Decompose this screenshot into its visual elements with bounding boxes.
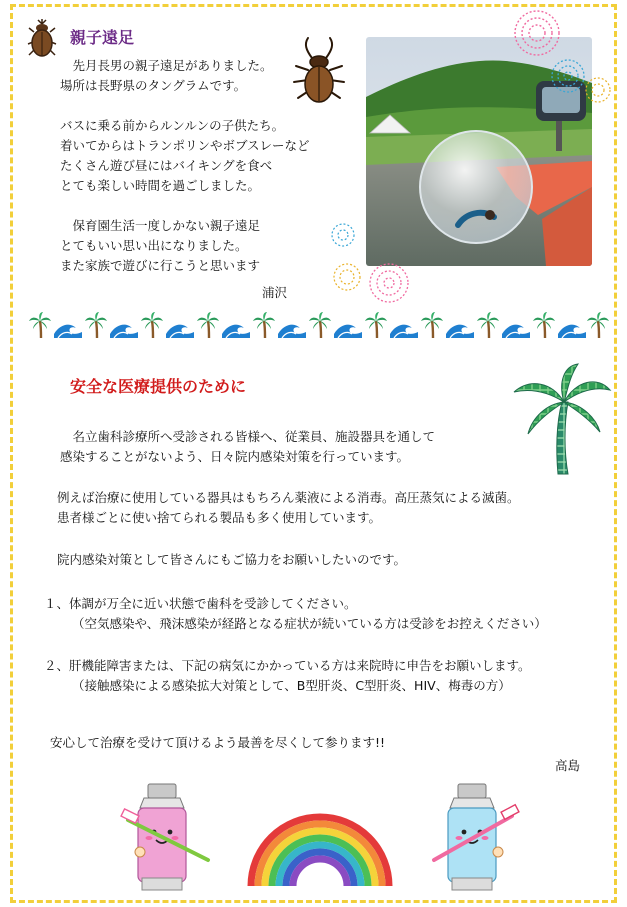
section1-author: 浦沢	[262, 285, 288, 300]
section1-title: 親子遠足	[70, 28, 135, 47]
section2-request: 院内感染対策として皆さんにもご協力をお願いしたいのです。	[57, 552, 407, 567]
item1-note: （空気感染や、飛沫感染が経路となる症状が続いている方は受診をお控えください）	[72, 616, 547, 631]
palm-wave-separator	[28, 312, 610, 340]
firework-icon	[550, 58, 586, 94]
wave-icon	[446, 325, 474, 338]
section1-paragraph1: 先月長男の親子遠足がありました。 場所は長野県のタングラムです。	[60, 58, 273, 93]
wave-icon	[502, 325, 530, 338]
palm-tree-icon	[533, 312, 555, 338]
palm-tree-icon	[587, 312, 609, 338]
wave-icon	[110, 325, 138, 338]
palm-tree-icon	[512, 362, 612, 477]
section1-body	[60, 56, 310, 276]
toothpaste-icon	[428, 780, 520, 896]
firework-icon	[584, 76, 612, 104]
section2-examples: 例えば治療に使用している器具はもちろん薬液による消毒。高圧蒸気による滅菌。 患者様ごとに使い捨てられる製品も多く使用しています。	[57, 490, 520, 525]
firework-icon	[332, 262, 362, 292]
wave-icon	[54, 325, 82, 338]
firework-icon	[330, 222, 356, 248]
toothpaste-icon	[120, 780, 212, 896]
palm-tree-icon	[477, 312, 499, 338]
palm-tree-icon	[309, 312, 331, 338]
wave-icon	[390, 325, 418, 338]
palm-tree-icon	[85, 312, 107, 338]
rainbow-icon	[245, 768, 395, 886]
wave-icon	[166, 325, 194, 338]
firework-icon	[368, 262, 410, 304]
beetle-icon	[26, 18, 58, 60]
palm-tree-icon	[253, 312, 275, 338]
wave-icon	[558, 325, 586, 338]
section2-author: 高島	[555, 758, 581, 773]
section1-paragraph2: バスに乗る前からルンルンの子供たち。 着いてからはトランポリンやボブスレーなど たくさん遊び昼にはバイキングを食べ とても楽しい時間を過ごしました。	[60, 118, 310, 193]
item2-main: ２、肝機能障害または、下記の病気にかかっている方は来院時に申告をお願いします。	[44, 658, 531, 673]
palm-tree-icon	[365, 312, 387, 338]
wave-icon	[334, 325, 362, 338]
palm-tree-icon	[421, 312, 443, 338]
section2-intro: 名立歯科診療所へ受診される皆様へ、従業員、施設器具を通して 感染することがないよう、日々院内感染対策を行っています。	[60, 429, 436, 464]
palm-tree-icon	[197, 312, 219, 338]
wave-icon	[278, 325, 306, 338]
item1-main: １、体調が万全に近い状態で歯科を受診してください。	[44, 596, 357, 611]
closing-text: 安心して治療を受けて頂けるよう最善を尽くして参ります!!	[50, 735, 386, 750]
stag-beetle-icon	[288, 36, 350, 106]
palm-tree-icon	[141, 312, 163, 338]
palm-tree-icon	[29, 312, 51, 338]
firework-icon	[512, 8, 562, 58]
item2-note: （接触感染による感染拡大対策として、B型肝炎、C型肝炎、HIV、梅毒の方）	[72, 678, 511, 693]
wave-icon	[222, 325, 250, 338]
section1-paragraph3: 保育園生活一度しかない親子遠足 とてもいい思い出になりました。 また家族で遊びに行こうと思います	[60, 218, 261, 273]
section2-title: 安全な医療提供のために	[70, 377, 247, 396]
